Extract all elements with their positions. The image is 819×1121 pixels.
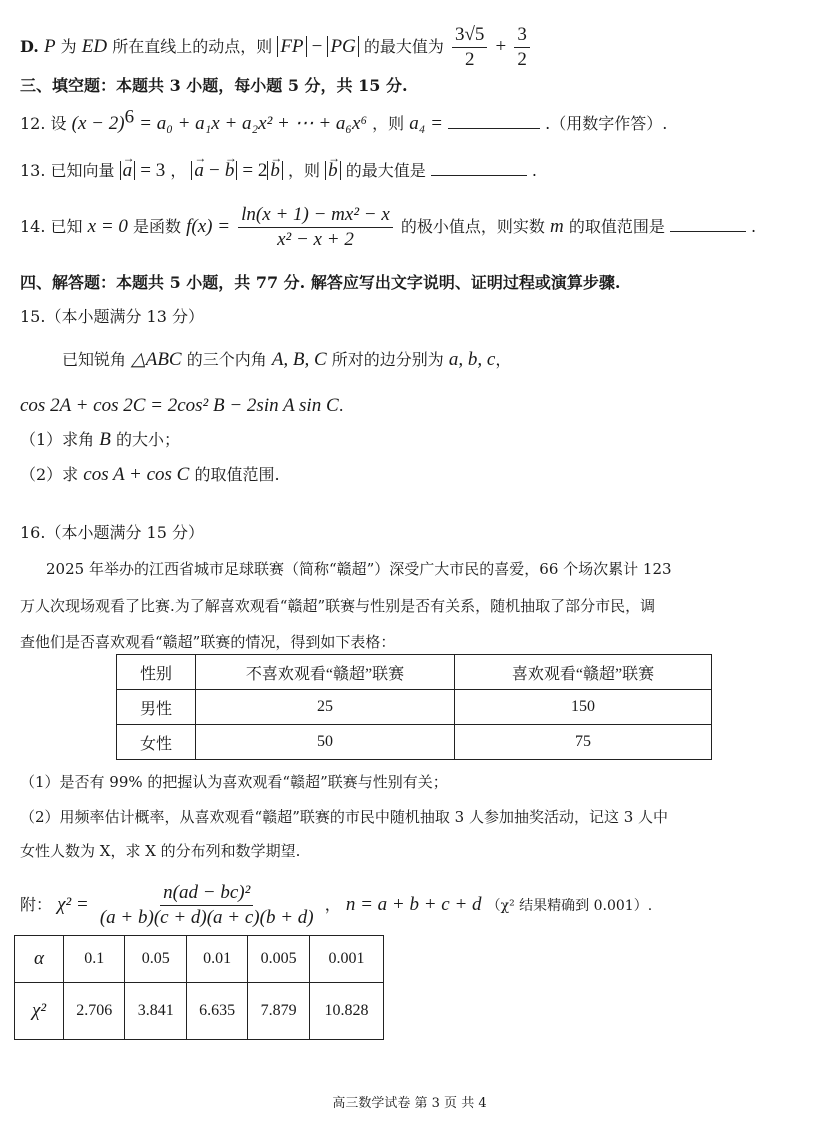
question-15-part-1: [20, 428, 803, 452]
vector-a: → a: [194, 159, 204, 183]
table-cell: 50: [196, 725, 455, 760]
page-footer: 高三数学试卷 第 3 页 共 4: [332, 1096, 487, 1111]
question-15-equation: [20, 394, 803, 418]
survey-table: [116, 654, 712, 760]
expression: = 2: [242, 160, 268, 181]
expression: χ² =: [57, 894, 89, 915]
question-13: [20, 157, 803, 183]
fraction-numerator: ln(x + 1) − mx² − x: [238, 204, 393, 228]
chi-label: χ²: [15, 983, 64, 1040]
answer-blank: [670, 213, 746, 232]
question-number: 14.: [20, 217, 46, 236]
text: 的极小值点，则实数: [400, 217, 545, 236]
text: 已知锐角: [62, 350, 127, 369]
question-16-header: [20, 521, 803, 545]
expression: (x − 2): [71, 113, 125, 134]
answer-blank: [448, 110, 540, 129]
text: 是函数: [133, 217, 182, 236]
fraction-numerator: 3√5: [452, 24, 487, 48]
text: 的最大值是: [345, 161, 426, 180]
text: （χ² 结果精确到 0.001）.: [486, 898, 653, 914]
text: ，则: [287, 161, 320, 180]
question-15-part-2: [20, 463, 803, 487]
text: 设: [50, 114, 67, 133]
exponent: 6: [124, 106, 135, 128]
text: 已知向量: [50, 161, 115, 180]
question-16-para-2: 万人次现场观看了比赛.为了解喜欢观看“赣超”联赛与性别是否有关系，随机抽取了部分市民，调: [20, 597, 656, 615]
fraction-f: [238, 204, 393, 251]
text: 的取值范围.: [194, 465, 280, 484]
question-16-part-2a: （2）用频率估计概率，从喜欢观看“赣超”联赛的市民中随机抽取 3 人参加抽奖活动，记这 3 人中: [20, 808, 669, 826]
fraction-numerator: n(ad − bc)²: [160, 882, 253, 906]
triangle: △ABC: [131, 349, 182, 370]
question-16-para-3: 查他们是否喜欢观看“赣超”联赛的情况，得到如下表格：: [20, 633, 396, 651]
table-cell: 25: [196, 690, 455, 725]
fraction-2: [514, 24, 530, 71]
abs-pg: PG: [327, 36, 358, 57]
text: .（用数字作答）.: [545, 114, 668, 133]
question-14: [20, 204, 803, 251]
text: ，: [324, 895, 341, 914]
question-12: [20, 106, 803, 136]
plus: +: [495, 36, 507, 57]
table-cell: 0.005: [248, 936, 309, 983]
fraction-1: [452, 24, 487, 71]
table-cell: 0.1: [64, 936, 125, 983]
option-label: D.: [20, 37, 39, 56]
question-16-part-1: （1）是否有 99% 的把握认为喜欢观看“赣超”联赛与性别有关；: [20, 773, 448, 791]
table-row: [117, 690, 712, 725]
expression: f(x) =: [186, 216, 231, 237]
var-p: P: [43, 36, 56, 57]
fraction-denominator: 2: [517, 49, 527, 70]
sides: a, b, c: [448, 349, 496, 370]
question-15-stem: [62, 348, 803, 372]
text: 的三个内角: [186, 350, 267, 369]
table-header-row: [117, 655, 712, 690]
score-note: （本小题满分 13 分）: [45, 307, 204, 326]
table-row: [15, 983, 384, 1040]
text: （1）求角: [20, 430, 95, 449]
expression: x = 0: [87, 216, 128, 237]
question-number: 15.: [20, 307, 46, 326]
option-d: [20, 24, 803, 71]
text: 的最大值为: [363, 37, 444, 56]
table-cell: 7.879: [248, 983, 309, 1040]
fraction-denominator: 2: [464, 49, 475, 70]
question-number: 13.: [20, 161, 46, 180]
text: （2）求: [20, 465, 79, 484]
table-row: [15, 936, 384, 983]
text: 附：: [20, 895, 53, 914]
expression: n = a + b + c + d: [345, 894, 482, 915]
table-header: 喜欢观看“赣超”联赛: [455, 655, 712, 690]
table-cell: 3.841: [125, 983, 186, 1040]
equation: cos 2A + cos 2C = 2cos² B − 2sin A sin C: [20, 395, 339, 416]
chi-critical-table: [14, 935, 384, 1040]
question-16-part-2b: 女性人数为 X，求 X 的分布列和数学期望.: [20, 842, 301, 860]
table-row: [117, 725, 712, 760]
text: ，: [170, 161, 187, 180]
answer-blank: [431, 157, 527, 176]
var-b: B: [99, 429, 111, 450]
table-cell: 0.01: [186, 936, 247, 983]
expression: cos A + cos C: [83, 464, 190, 485]
vector-a: → a: [123, 159, 133, 183]
text: .: [751, 217, 757, 236]
table-header: 性别: [117, 655, 196, 690]
abs-fp: FP: [277, 36, 306, 57]
table-cell: 2.706: [64, 983, 125, 1040]
table-cell: 10.828: [309, 983, 383, 1040]
fraction-numerator: 3: [514, 24, 530, 48]
table-cell: 6.635: [186, 983, 247, 1040]
minus: −: [311, 36, 323, 57]
minus: −: [209, 160, 220, 181]
table-cell: 0.001: [309, 936, 383, 983]
vector-b: → b: [270, 159, 280, 183]
text: .: [338, 396, 344, 415]
score-note: （本小题满分 15 分）: [45, 523, 204, 542]
text: .: [531, 161, 537, 180]
var-ed: ED: [81, 36, 108, 57]
text: 为: [60, 37, 77, 56]
expression: = a₀ + a₁x + a₂x² + ⋯ + a₆x⁶: [139, 113, 368, 134]
question-16-para-1: 2025 年举办的江西省城市足球联赛（简称“赣超”）深受广大市民的喜爱，66 个场次累计 123: [46, 560, 672, 578]
chi-square-formula: [20, 882, 803, 929]
table-cell: 0.05: [125, 936, 186, 983]
var-m: m: [549, 216, 564, 237]
table-cell: 150: [455, 690, 712, 725]
section-4-header: 四、解答题：本题共 5 小题，共 77 分. 解答应写出文字说明、证明过程或演算步骤.: [20, 273, 621, 292]
table-cell: 男性: [117, 690, 196, 725]
text: ，则: [372, 114, 405, 133]
alpha-label: α: [15, 936, 64, 983]
chi-fraction: [97, 882, 317, 929]
table-cell: 女性: [117, 725, 196, 760]
table-header: 不喜欢观看“赣超”联赛: [196, 655, 455, 690]
text: 已知: [50, 217, 83, 236]
table-cell: 75: [455, 725, 712, 760]
text: ，: [495, 350, 512, 369]
text: 所在直线上的动点，则: [112, 37, 273, 56]
fraction-denominator: x² − x + 2: [277, 229, 354, 250]
text: 所对的边分别为: [331, 350, 444, 369]
vector-b: → b: [328, 159, 338, 183]
question-number: 12.: [20, 114, 46, 133]
expression: = 3: [140, 160, 166, 181]
expression: a₄ =: [409, 113, 443, 134]
question-number: 16.: [20, 523, 46, 542]
section-3-header: 三、填空题：本题共 3 小题，每小题 5 分，共 15 分.: [20, 76, 408, 95]
vector-b: → b: [225, 159, 235, 183]
angles: A, B, C: [271, 349, 327, 370]
fraction-denominator: (a + b)(c + d)(a + c)(b + d): [99, 907, 314, 928]
question-15-header: [20, 305, 803, 329]
text: 的大小；: [115, 430, 180, 449]
text: 的取值范围是: [568, 217, 665, 236]
